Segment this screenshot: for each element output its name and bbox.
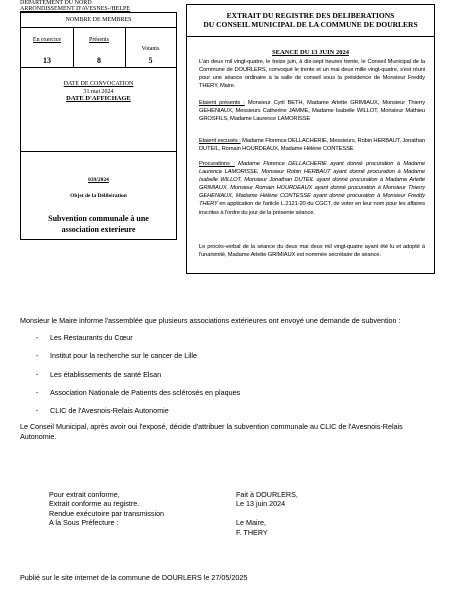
deliberation-section <box>21 151 176 239</box>
seance-title: SEANCE DU 13 JUIN 2024 <box>272 49 349 56</box>
votants-label: Votants <box>141 46 160 52</box>
presents-value: 8 <box>97 56 101 65</box>
presents-text: Monsieur Cyril BETH, Madame Arlette GRIMIAUX, Monsieur Thierry GEHENIAUX, Messieurs Catherine JAMME, Madame Isabelle WILLOT, Monsieur Mathieu GROSFILS, Madame Laurence LAMORISSE <box>199 100 425 123</box>
signature-left <box>49 490 164 528</box>
presents-cell <box>73 27 126 67</box>
membres-box <box>20 12 177 240</box>
list-dash: - <box>36 351 39 360</box>
signature-right <box>236 490 298 537</box>
signature-left-line: Rendue exécutoire par transmission <box>49 508 165 518</box>
procurations-label: Procurations : <box>199 161 235 167</box>
convocation-date: 31 mai 2024 <box>83 89 114 95</box>
signature-right-line: F. THERY <box>236 527 268 537</box>
votants-value: 5 <box>148 56 153 65</box>
excuses-label: Etaient excusés : <box>199 138 241 144</box>
signature-left-line: A la Sous Préfecture : <box>49 518 119 528</box>
extract-title-line2: DU CONSEIL MUNICIPAL DE LA COMMUNE DE DOURLERS <box>203 20 418 29</box>
members-title: NOMBRE DE MEMBRES <box>21 13 176 28</box>
list-dash: - <box>36 370 39 379</box>
arrondissement-label: ARRONDISSEMENT D'AVESNES-/HELPE <box>20 6 131 12</box>
list-dash: - <box>36 406 39 415</box>
extract-box <box>186 4 435 274</box>
deliberation-subject: Subvention communale à une association exterieure <box>48 214 149 234</box>
en-exercice-label: En exercice <box>32 37 62 43</box>
members-counts <box>21 27 176 68</box>
list-dash: - <box>36 333 39 342</box>
deliberation-object-label: Objet de la Délibération <box>70 193 127 199</box>
proces-verbal-paragraph: Le procès-verbal de la séance du deux mai deux mil vingt-quatre ayant été lu et adopté à l'unanimité, Madame Arlette GRIMIAUX est nommée secrétaire de séance. <box>199 244 425 259</box>
presents-label: Présents <box>89 37 109 43</box>
list-item-text: Les établissements de santé Elsan <box>50 370 162 379</box>
signature-left-line: Pour extrait conforme, <box>49 490 120 499</box>
en-exercice-cell <box>21 27 74 67</box>
signature-right-line: Fait à DOURLERS, <box>236 490 298 499</box>
excuses-paragraph <box>199 137 425 153</box>
affichage-label: DATE D'AFFICHAGE <box>66 95 131 102</box>
extract-title <box>187 5 434 37</box>
procurations-tail: en application de l'article L.2121-20 du CGCT, de voter en leur nom pour les affaires inscrites à l'ordre du jour de la présente séance. <box>199 201 425 216</box>
seance-intro: L'an deux mil vingt-quatre, le treize juin, à dix-sept heures trente, le Conseil Municipal de la Commune de DOURLERS, convoqué le trente et un mai deux mille vingt-quatre, s'est réuni pour une séance ordinaire à la salle de conseil sous la présidence de Monsieur Freddy THERY, Maire. <box>199 59 425 90</box>
extract-title-line1: EXTRAIT DU REGISTRE DES DELIBERATIONS <box>226 11 395 20</box>
publication-note: Publié sur le site internet de la commune de DOURLERS le 27/05/2025 <box>20 573 248 582</box>
signature-right-line: Le Maire, <box>236 518 266 528</box>
presents-label: Etaient présents : <box>199 100 245 106</box>
excuses-text: Madame Florence DELLACHERIE, Messieurs, Robin HERBAUT, Jonathan DUTEIL, Romain HOURDEAUX, Madame Hélène CONTESSE <box>199 138 425 153</box>
signature-right-spacer <box>236 509 298 518</box>
list-dash: - <box>36 388 39 397</box>
convocation-label: DATE DE CONVOCATION <box>63 81 134 87</box>
list-item-text: CLIC de l'Avesnois-Relais Autonomie <box>50 406 169 415</box>
intro-text: Monsieur le Maire informe l'assemblée que plusieurs associations extérieures ont envoyé une demande de subvention : <box>20 316 401 325</box>
signature-left-line: Extrait conforme au registre. <box>49 499 140 509</box>
conclusion-text: Le Conseil Municipal, après avoir oui l'exposé, décide d'attribuer la subvention communale au CLIC de l'Avesnois-Relais Autonomie. <box>20 422 403 441</box>
departement-label: DEPARTEMENT DU NORD <box>20 0 92 6</box>
en-exercice-value: 13 <box>43 56 51 65</box>
list-item-text: Institut pour la recherche sur le cancer de Lille <box>50 351 198 360</box>
list-item-text: Association Nationale de Patients des sclérosés en plaques <box>50 388 241 397</box>
votants-cell <box>125 27 176 67</box>
list-item-text: Les Restaurants du Cœur <box>50 333 133 342</box>
convocation-section <box>21 67 176 152</box>
procurations-text: Madame Florence DELLACHERIE ayant donné procuration à Madame Laurence LAMORISSE, Monsieur Robin HERBAUT ayant donné procuration à Madame Isabelle WILLOT, Monsieur Jonathan DUTEIL ayant donné procuration à Madame Arlette GRIMIAUX, Monsieur Romain HOURDEAUX ayant donné procuration à Monsieur Thierry GEHENIAUX, Madame Hélène CONTESSE ayant donné procuration à Monsieur Freddy THERY <box>199 161 425 208</box>
signature-right-line: Le 13 juin 2024 <box>236 499 286 509</box>
presents-paragraph <box>199 99 425 123</box>
procurations-paragraph <box>199 160 425 217</box>
deliberation-number: 039/2024 <box>88 177 109 183</box>
